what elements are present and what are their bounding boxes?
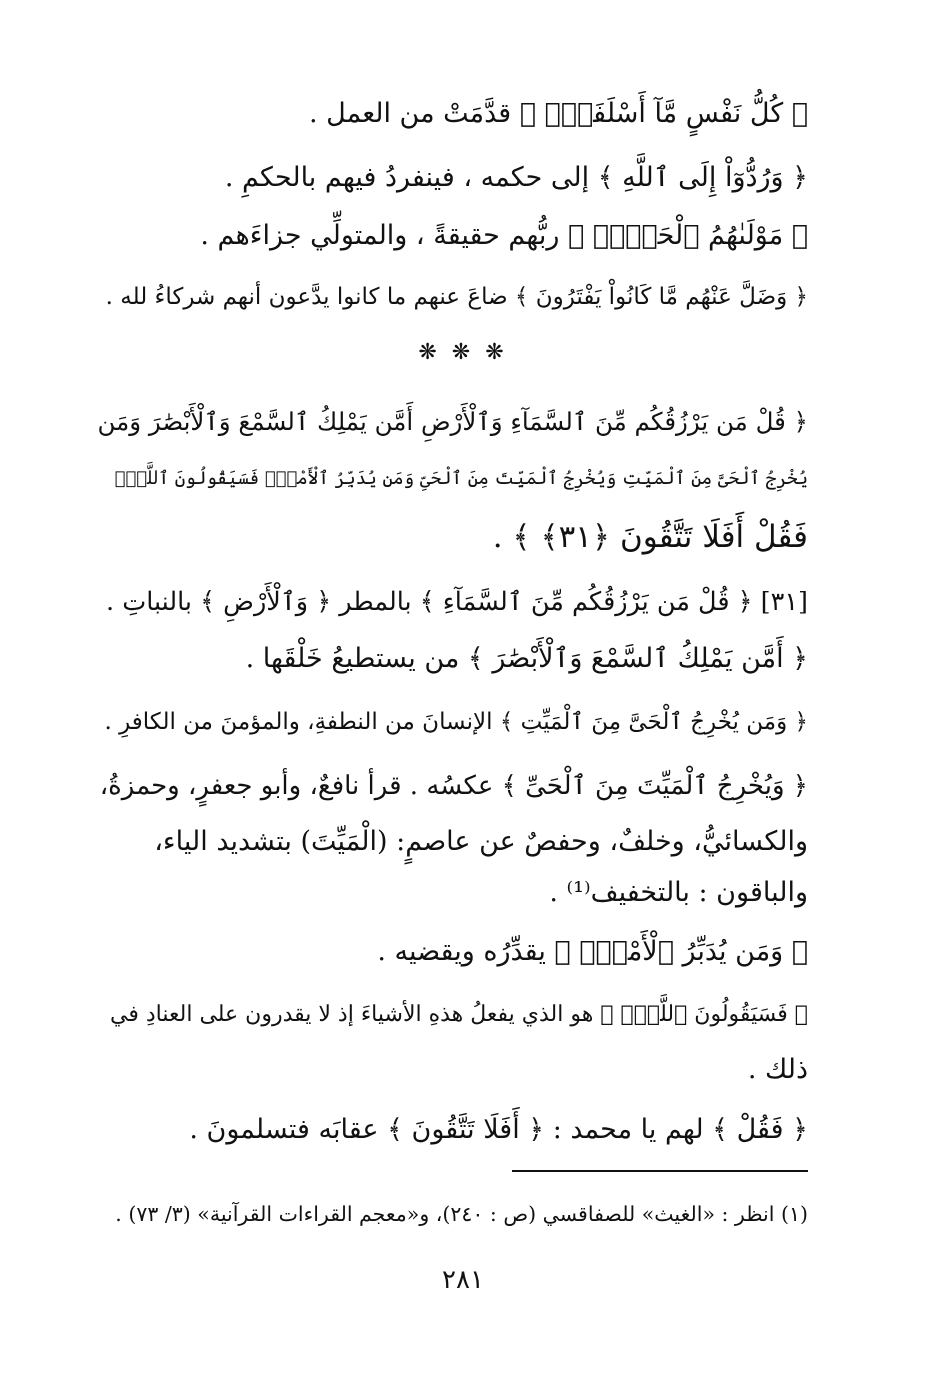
commentary-line: والباقون : بالتخفيف⁽¹⁾ . <box>549 877 808 908</box>
commentary-line: ذلك . <box>747 1054 808 1085</box>
commentary-line: ﴿ وَمَن يُخْرِجُ ٱلْحَىَّ مِنَ ٱلْمَيِّتِ ﴾ الإنسانَ من النطفةِ، والمؤمنَ من الكافرِ . <box>104 709 808 735</box>
section-separator: ❋ ❋ ❋ <box>418 340 508 365</box>
footnote: (١) انظر : «الغيث» للصفاقسي (ص : ٢٤٠)، و«معجم القراءات القرآنية» (٣/ ٧٣) . <box>115 1202 808 1226</box>
commentary-line: ﴿ وَمَن يُدَبِّرُ ٱلْأَمْرَۚ ﴾ يقدِّرُه ويقضيه . <box>377 936 808 967</box>
quran-verse-line: يُخْرِجُ ٱلْحَىَّ مِنَ ٱلْمَيِّتِ وَيُخْرِجُ ٱلْمَيِّتَ مِنَ ٱلْحَىِّ وَمَن يُدَبِّرُ ٱلْأَمْرَۚ فَسَيَقُولُونَ ٱللَّهُۚ <box>114 468 808 489</box>
commentary-line: ﴿ فَقُلْ ﴾ لهم يا محمد : ﴿ أَفَلَا تَتَّقُونَ ﴾ عقابَه فتسلمونَ . <box>189 1114 808 1145</box>
commentary-line: ﴿ وَيُخْرِجُ ٱلْمَيِّتَ مِنَ ٱلْحَىِّ ﴾ عكسُه . قرأ نافعٌ، وأبو جعفرٍ، وحمزةُ، <box>99 771 808 801</box>
text-line: ﴿ وَضَلَّ عَنْهُم مَّا كَانُواْ يَفْتَرُونَ ﴾ ضاعَ عنهم ما كانوا يدَّعون أنهم شركاءُ لله . <box>105 284 808 310</box>
text-line: ﴿ مَوْلَىٰهُمُ ٱلْحَقِّۖ ﴾ ربُّهم حقيقةً ، والمتولِّي جزاءَهم . <box>200 220 808 251</box>
commentary-line: ﴿ أَمَّن يَمْلِكُ ٱلسَّمْعَ وَٱلْأَبْصَٰرَ ﴾ من يستطيعُ خَلْقَها . <box>245 643 808 674</box>
commentary-line: ﴿ فَسَيَقُولُونَ ٱللَّهُۚ ﴾ هو الذي يفعلُ هذهِ الأشياءَ إذ لا يقدرون على العنادِ في <box>110 1002 808 1027</box>
quran-verse-line: ﴿ قُلْ مَن يَرْزُقُكُم مِّنَ ٱلسَّمَآءِ وَٱلْأَرْضِ أَمَّن يَمْلِكُ ٱلسَّمْعَ وَٱلْأَبْصَٰرَ وَمَن <box>97 407 808 436</box>
commentary-line: [٣١] ﴿ قُلْ مَن يَرْزُقُكُم مِّنَ ٱلسَّمَآءِ ﴾ بالمطر ﴿ وَٱلْأَرْضِ ﴾ بالنباتِ . <box>106 587 808 617</box>
footnote-rule <box>512 1170 808 1172</box>
quran-verse-line: فَقُلْ أَفَلَا تَتَّقُونَ ﴿٣١﴾ ﴾ . <box>492 519 808 555</box>
text-line: ﴿ كُلُّ نَفْسٍ مَّآ أَسْلَفَتْۚ ﴾ قدَّمَتْ من العمل . <box>308 98 808 129</box>
commentary-line: والكسائيُّ، وخلفٌ، وحفصٌ عن عاصمٍ: (الْمَيِّتَ) بتشديد الياء، <box>154 826 808 857</box>
page-number: ٢٨١ <box>442 1265 484 1295</box>
text-line: ﴿ وَرُدُّوٓاْ إِلَى ٱللَّهِ ﴾ إلى حكمه ، فينفردُ فيهم بالحكمِ . <box>224 162 808 193</box>
